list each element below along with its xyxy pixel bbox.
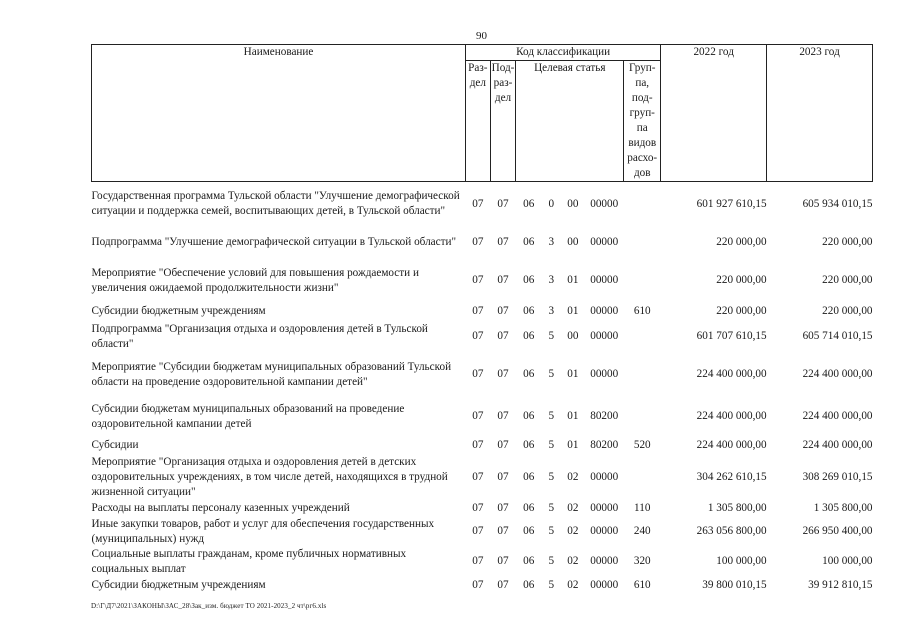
row-amount-2022: 601 927 610,15: [696, 197, 767, 210]
header-target-article: Целевая статья: [516, 61, 624, 182]
row-expense-type: [624, 353, 661, 397]
row-name: Подпрограмма "Организация отдыха и оздоровления детей в Тульской области": [91, 322, 428, 350]
row-expense-type: [624, 227, 661, 259]
row-podrazdel: 07: [497, 525, 509, 537]
row-code-program: 06: [523, 578, 535, 591]
row-code-subprogram: 3: [548, 274, 555, 286]
row-code-program: 06: [523, 305, 535, 317]
row-code-program: 06: [523, 502, 535, 514]
row-code-program: 06: [523, 330, 535, 342]
row-amount-2022: 1 305 800,00: [707, 502, 767, 514]
row-code-direction: 00000: [590, 525, 619, 537]
header-2023-spacer: [767, 61, 873, 182]
row-code-direction: 00000: [590, 197, 619, 210]
row-expense-type: 110: [634, 502, 651, 514]
row-code-program: 06: [523, 439, 535, 451]
row-code-program: 06: [523, 471, 535, 483]
row-expense-type: 610: [633, 305, 651, 317]
row-code-program: 06: [523, 274, 535, 286]
row-razdel: 07: [472, 410, 484, 422]
row-code-direction: 00000: [590, 368, 619, 380]
row-code-program: 06: [523, 410, 535, 422]
table-row: [92, 353, 873, 397]
row-code-subprogram: 0: [548, 197, 555, 210]
row-expense-type: 610: [633, 578, 651, 591]
row-expense-type: 240: [633, 525, 651, 537]
row-podrazdel: 07: [497, 578, 509, 591]
row-code-direction: 00000: [590, 236, 619, 248]
row-code-subprogram: 5: [548, 439, 555, 451]
row-code-direction: 80200: [590, 439, 619, 451]
header-subsection: Под-раз-дел: [490, 61, 516, 182]
row-name: Подпрограмма "Улучшение демографической ситуации в Тульской области": [91, 236, 457, 248]
row-code-event: 00: [567, 197, 579, 210]
row-razdel: 07: [472, 368, 484, 380]
row-podrazdel: 07: [497, 502, 509, 514]
row-amount-2022: 220 000,00: [716, 274, 767, 286]
file-path-footer: D:\Г\Д7\2021\ЗАКОНЫ\ЗАС_28\Зак_изм. бюджет ТО 2021-2023_2 чт\рг6.xls: [91, 602, 327, 610]
row-amount-2022: 304 262 610,15: [696, 471, 767, 483]
row-code-program: 06: [523, 555, 535, 567]
row-amount-2023: 308 269 010,15: [802, 471, 873, 483]
row-amount-2022: 263 056 800,00: [696, 525, 767, 537]
row-podrazdel: 07: [497, 305, 509, 317]
row-podrazdel: 07: [497, 236, 509, 248]
row-razdel: 07: [472, 555, 484, 567]
row-code-event: 01: [567, 274, 579, 286]
row-code-event: 00: [567, 236, 579, 248]
row-amount-2022: 224 400 000,00: [696, 368, 767, 380]
row-code-event: 00: [567, 330, 579, 342]
row-name: Государственная программа Тульской области "Улучшение демографической ситуации и поддержка семей, воспитывающих детей, в Тульской области": [91, 190, 460, 218]
page-number: 90: [476, 30, 487, 42]
row-expense-type: [624, 182, 661, 227]
row-expense-type: [624, 397, 661, 437]
row-razdel: 07: [472, 305, 484, 317]
header-year-2023: 2023 год: [767, 45, 873, 61]
row-podrazdel: 07: [497, 471, 509, 483]
row-code-subprogram: 5: [548, 368, 555, 380]
row-razdel: 07: [472, 471, 484, 483]
row-code-event: 02: [567, 578, 579, 591]
row-razdel: 07: [472, 525, 484, 537]
row-code-direction: 00000: [590, 471, 619, 483]
table-row: [92, 455, 873, 501]
row-razdel: 07: [472, 274, 484, 286]
row-razdel: 07: [472, 502, 484, 514]
row-code-program: 06: [523, 368, 535, 380]
row-amount-2022: 39 800 010,15: [702, 578, 767, 591]
row-code-subprogram: 5: [548, 330, 555, 342]
row-amount-2022: 224 400 000,00: [696, 410, 767, 422]
row-code-event: 02: [567, 525, 579, 537]
row-code-subprogram: 5: [548, 471, 555, 483]
table-row: [92, 437, 873, 455]
row-name: Иные закупки товаров, работ и услуг для обеспечения государственных (муниципальных) нужд: [91, 517, 435, 545]
table-row: [92, 397, 873, 437]
row-razdel: 07: [472, 439, 484, 451]
row-expense-type: [624, 455, 661, 501]
row-name: Мероприятие "Обеспечение условий для повышения рождаемости и увеличения ожидаемой продолжительности жизни": [91, 266, 419, 294]
header-year-2022: 2022 год: [661, 45, 767, 61]
table-row: [92, 321, 873, 353]
row-code-direction: 00000: [590, 274, 619, 286]
row-name: Мероприятие "Субсидии бюджетам муниципальных образований Тульской области на проведение оздоровительной кампании детей": [91, 360, 452, 388]
table-row: [92, 517, 873, 547]
row-amount-2023: 220 000,00: [822, 236, 873, 248]
row-name: Мероприятие "Организация отдыха и оздоровления детей в детских оздоровительных учреждениях, в том числе детей, находящихся в трудной жизненной ситуации": [91, 456, 448, 498]
row-amount-2023: 224 400 000,00: [802, 439, 873, 451]
row-code-direction: 00000: [590, 578, 619, 591]
row-podrazdel: 07: [497, 274, 509, 286]
row-code-direction: 00000: [590, 305, 619, 317]
row-code-subprogram: 5: [548, 410, 555, 422]
header-classification: Код классификации: [466, 45, 661, 61]
row-amount-2022: 220 000,00: [716, 236, 767, 248]
row-code-program: 06: [523, 525, 535, 537]
row-razdel: 07: [472, 236, 484, 248]
row-code-direction: 80200: [590, 410, 619, 422]
row-amount-2022: 224 400 000,00: [696, 439, 767, 451]
row-code-event: 02: [567, 502, 579, 514]
row-podrazdel: 07: [497, 330, 509, 342]
row-name: Субсидии: [91, 439, 139, 451]
header-expense-group: Груп-па, под-груп-па видов расхо-дов: [624, 61, 661, 182]
row-podrazdel: 07: [497, 555, 509, 567]
row-amount-2022: 601 707 610,15: [696, 330, 767, 342]
row-name: Субсидии бюджетам муниципальных образований на проведение оздоровительной кампании детей: [91, 402, 405, 430]
table-row: [92, 227, 873, 259]
table-row: [92, 182, 873, 227]
row-code-program: 06: [523, 236, 535, 248]
row-name: Расходы на выплаты персоналу казенных учреждений: [91, 502, 350, 514]
row-amount-2023: 224 400 000,00: [802, 368, 873, 380]
row-amount-2023: 100 000,00: [822, 555, 873, 567]
row-code-direction: 00000: [590, 502, 619, 514]
row-razdel: 07: [472, 578, 484, 591]
row-expense-type: [624, 259, 661, 303]
row-amount-2023: 39 912 810,15: [808, 578, 873, 591]
row-amount-2023: 605 934 010,15: [802, 197, 873, 210]
row-code-subprogram: 3: [548, 305, 555, 317]
row-code-program: 06: [523, 197, 535, 210]
row-name: Субсидии бюджетным учреждениям: [91, 578, 266, 591]
row-code-subprogram: 5: [548, 578, 555, 591]
row-razdel: 07: [472, 197, 484, 210]
row-amount-2022: 100 000,00: [716, 555, 767, 567]
row-razdel: 07: [472, 330, 484, 342]
header-name: Наименование: [92, 45, 466, 61]
row-amount-2023: 266 950 400,00: [802, 525, 873, 537]
budget-table: [91, 44, 873, 594]
row-code-event: 01: [567, 439, 579, 451]
row-code-direction: 00000: [590, 330, 619, 342]
row-code-event: 02: [567, 555, 579, 567]
row-expense-type: 520: [633, 439, 651, 451]
row-code-direction: 00000: [590, 555, 619, 567]
row-name: Социальные выплаты гражданам, кроме публичных нормативных социальных выплат: [91, 547, 407, 575]
table-row: [92, 547, 873, 577]
row-podrazdel: 07: [497, 410, 509, 422]
row-code-subprogram: 5: [548, 502, 555, 514]
row-amount-2023: 220 000,00: [822, 305, 873, 317]
header-2022-spacer: [661, 61, 767, 182]
row-code-subprogram: 5: [548, 525, 555, 537]
table-row: [92, 577, 873, 594]
row-amount-2022: 220 000,00: [716, 305, 767, 317]
row-podrazdel: 07: [497, 368, 509, 380]
row-code-event: 01: [567, 410, 579, 422]
row-code-event: 01: [567, 305, 579, 317]
row-amount-2023: 1 305 800,00: [813, 502, 873, 514]
table-row: [92, 259, 873, 303]
row-amount-2023: 605 714 010,15: [802, 330, 873, 342]
header-section: Раз-дел: [466, 61, 491, 182]
row-amount-2023: 224 400 000,00: [802, 410, 873, 422]
row-podrazdel: 07: [497, 439, 509, 451]
table-row: [92, 303, 873, 321]
row-amount-2023: 220 000,00: [822, 274, 873, 286]
row-podrazdel: 07: [497, 197, 509, 210]
row-name: Субсидии бюджетным учреждениям: [91, 305, 266, 317]
table-row: [92, 501, 873, 517]
row-code-event: 02: [567, 471, 579, 483]
row-code-subprogram: 5: [548, 555, 555, 567]
row-expense-type: 320: [633, 555, 651, 567]
header-name-spacer: [92, 61, 466, 182]
row-code-event: 01: [567, 368, 579, 380]
row-expense-type: [624, 321, 661, 353]
row-code-subprogram: 3: [548, 236, 555, 248]
